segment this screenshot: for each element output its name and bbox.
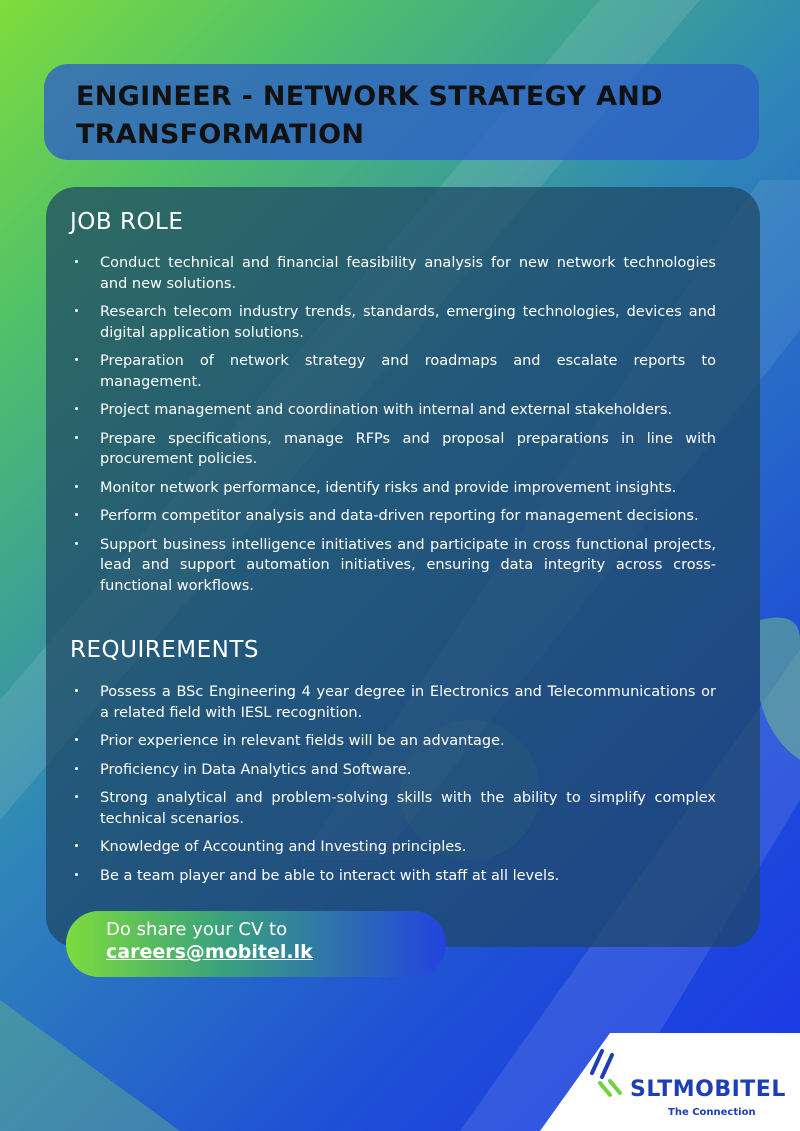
requirements-item [70, 788, 716, 829]
job-role-item-text: Project management and coordination with internal and external stakeholders. [100, 402, 673, 418]
bullet-icon [75, 485, 78, 488]
requirements-item-text: Possess a BSc Engineering 4 year degree in Electronics and Telecommunications or a related field with IESL recognition. [100, 684, 716, 721]
job-role-item [70, 429, 716, 470]
job-role-item [70, 351, 716, 392]
job-role-item [70, 400, 716, 421]
logo-tagline: The Connection [668, 1107, 756, 1118]
bullet-icon [75, 436, 78, 439]
requirements-item [70, 731, 716, 752]
bullet-icon [75, 407, 78, 410]
job-role-item [70, 478, 716, 499]
bullet-icon [75, 767, 78, 770]
bullet-icon [75, 689, 78, 692]
requirements-item-text: Be a team player and be able to interact with staff at all levels. [100, 867, 560, 884]
job-title [76, 78, 736, 154]
bullet-icon [75, 260, 78, 263]
job-role-item-text: Monitor network performance, identify risks and provide improvement insights. [100, 479, 677, 496]
job-role-item [70, 506, 716, 527]
bullet-icon [75, 309, 78, 312]
job-role-item-text: Conduct technical and financial feasibility analysis for new network technologies and new solutions. [100, 255, 716, 292]
requirements-item [70, 866, 716, 887]
requirements-heading: REQUIREMENTS [70, 637, 259, 663]
careers-email-link[interactable]: careers@mobitel.lk [106, 941, 313, 963]
brand-logo [540, 1033, 800, 1131]
bullet-icon [75, 795, 78, 798]
requirements-item [70, 682, 716, 723]
cv-submission-banner [66, 911, 446, 977]
requirements-item-text: Strong analytical and problem-solving skills with the ability to simplify complex technical scenarios. [100, 790, 716, 827]
logo-wordmark: SLTMOBITEL [630, 1077, 786, 1102]
job-role-list [70, 253, 716, 604]
requirements-list [70, 682, 716, 894]
cta-text: Do share your CV to [106, 919, 288, 940]
bullet-icon [75, 873, 78, 876]
job-role-item-text: Prepare specifications, manage RFPs and proposal preparations in line with procurement policies. [100, 430, 716, 467]
requirements-item [70, 760, 716, 781]
job-role-item-text: Perform competitor analysis and data-driven reporting for management decisions. [100, 508, 699, 524]
job-role-item-text: Preparation of network strategy and roadmaps and escalate reports to management. [100, 353, 716, 390]
bullet-icon [75, 844, 78, 847]
job-role-item [70, 253, 716, 294]
requirements-item-text: Proficiency in Data Analytics and Software. [100, 761, 412, 778]
requirements-item [70, 837, 716, 858]
job-role-heading: JOB ROLE [70, 209, 184, 235]
requirements-item-text: Knowledge of Accounting and Investing principles. [100, 839, 467, 855]
content-panel [46, 187, 760, 947]
bullet-icon [75, 542, 78, 545]
job-role-item-text: Research telecom industry trends, standards, emerging technologies, devices and digital application solutions. [100, 304, 716, 341]
requirements-item-text: Prior experience in relevant fields will be an advantage. [100, 733, 505, 749]
title-banner [44, 64, 759, 160]
job-role-item [70, 535, 716, 597]
job-role-item-text: Support business intelligence initiatives and participate in cross functional projects, lead and support automation initiatives, ensuring data integrity across cross-functional workflows. [100, 536, 716, 594]
job-title-line1: ENGINEER - NETWORK STRATEGY AND [76, 81, 663, 112]
bullet-icon [75, 513, 78, 516]
job-role-item [70, 302, 716, 343]
bullet-icon [75, 738, 78, 741]
bullet-icon [75, 358, 78, 361]
job-title-line2: TRANSFORMATION [76, 119, 365, 150]
